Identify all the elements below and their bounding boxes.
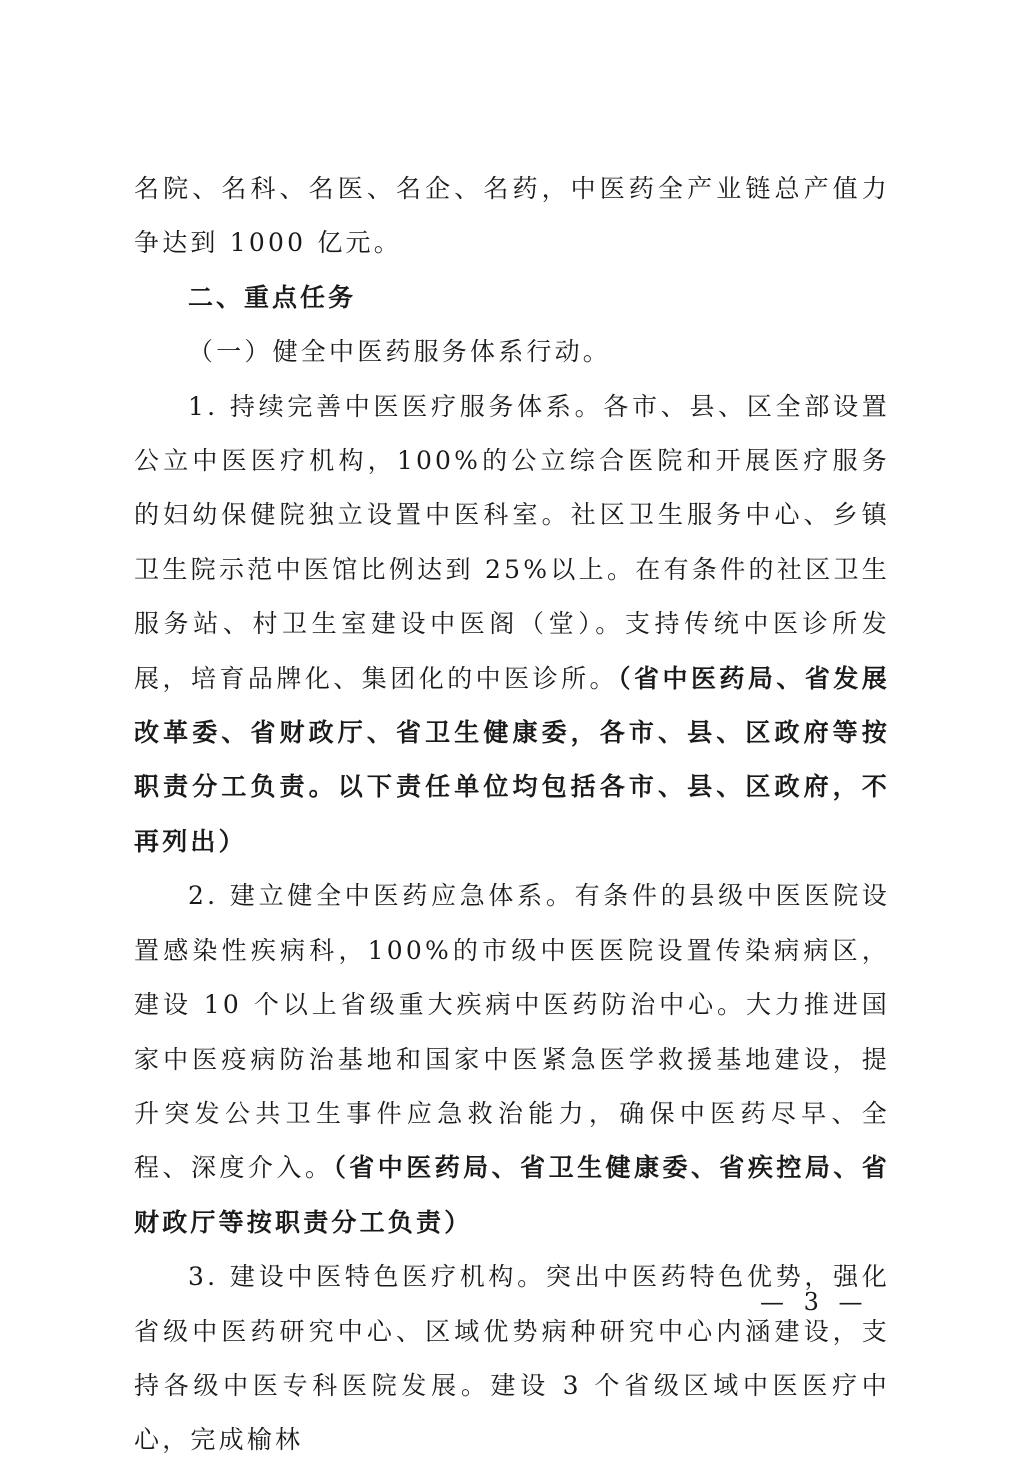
section-heading: 二、重点任务: [188, 282, 357, 312]
item-1-responsibility: （省中医药局、省发展改革委、省财政厅、省卫生健康委，各市、县、区政府等按职责分工负责。以下责任单位均包括各市、县、区政府，不再列出）: [134, 663, 890, 856]
page-number: — 3 —: [760, 1288, 869, 1316]
item-3-body: 3. 建设中医特色医疗机构。突出中医药特色优势，强化省级中医药研究中心、区域优势病种研究中心内涵建设，支持各级中医专科医院发展。建设 3 个省级区域中医医疗中心，完成榆林: [134, 1262, 890, 1455]
item-paragraph-3: [134, 1250, 890, 1468]
item-paragraph-2: [134, 869, 890, 1250]
intro-paragraph: 名院、名科、名医、名企、名药，中医药全产业链总产值力争达到 1000 亿元。: [134, 174, 890, 258]
item-paragraph-1: [134, 380, 890, 870]
document-page: [134, 162, 890, 1468]
item-2-responsibility: （省中医药局、省卫生健康委、省疾控局、省财政厅等按职责分工负责）: [134, 1153, 890, 1237]
item-2-body: 2. 建立健全中医药应急体系。有条件的县级中医医院设置感染性疾病科，100%的市级中医医院设置传染病病区，建设 10 个以上省级重大疾病中医药防治中心。大力推进国家中医疫病防治基地和国家中医紧急医学救援基地建设，提升突发公共卫生事件应急救治能力，确保中医药尽早、全程、深度介入。: [134, 881, 890, 1183]
subsection-heading: （一）健全中医药服务体系行动。: [188, 337, 612, 367]
item-1-body: 1. 持续完善中医医疗服务体系。各市、县、区全部设置公立中医医疗机构，100%的公立综合医院和开展医疗服务的妇幼保健院独立设置中医科室。社区卫生服务中心、乡镇卫生院示范中医馆比例达到 25%以上。在有条件的社区卫生服务站、村卫生室建设中医阁（堂）。支持传统中医诊所发展，培育品牌化、集团化的中医诊所。: [134, 391, 890, 693]
